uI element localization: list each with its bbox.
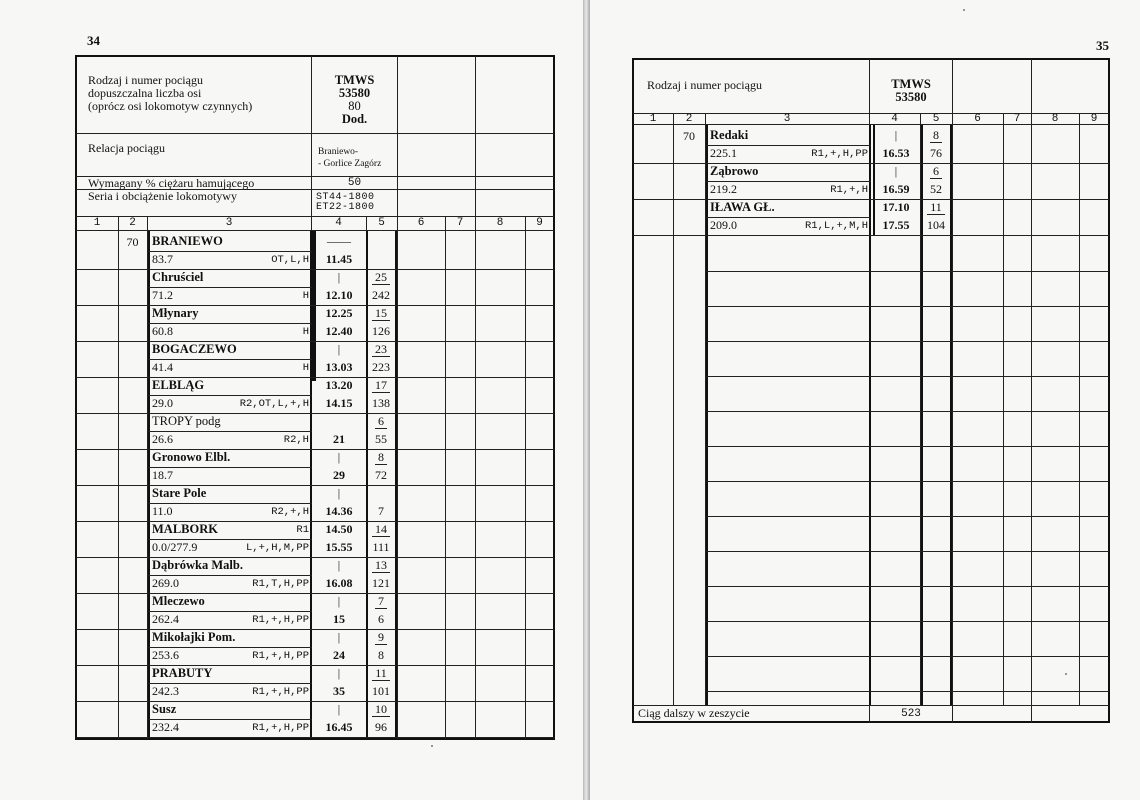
departure-time: 21: [333, 432, 345, 446]
row-midline: [148, 503, 312, 504]
cumulative-time: 126: [372, 324, 390, 338]
column-number: 6: [974, 113, 981, 125]
column-number: 3: [783, 113, 791, 125]
station-km: 209.0: [710, 218, 737, 232]
station-km: 83.7: [152, 252, 173, 266]
cumulative-time: 96: [375, 720, 387, 734]
column-number: 7: [1013, 113, 1021, 125]
cumulative-time: 223: [372, 360, 390, 374]
pass-through-mark: |: [337, 342, 341, 356]
column-number: 5: [932, 113, 940, 125]
station-km: 225.1: [710, 146, 737, 160]
cumulative-time: 242: [372, 288, 390, 302]
station-name: BOGACZEWO: [152, 342, 237, 356]
column-number: 9: [536, 217, 543, 229]
running-time: [366, 522, 396, 537]
empty-row-line: [706, 446, 1109, 447]
station-km: 269.0: [152, 576, 179, 590]
running-time-value: 25: [372, 270, 390, 285]
empty-row-line: [706, 656, 1109, 657]
cumulative-time: 101: [372, 684, 390, 698]
pass-through-mark: |: [894, 128, 898, 142]
cumulative-time: 76: [930, 146, 942, 160]
station-codes: R2,H: [283, 434, 309, 446]
column-number: 3: [225, 217, 233, 229]
speed-limit: 70: [126, 235, 139, 249]
running-time-value: 7: [375, 594, 387, 609]
empty-row-line: [706, 586, 1109, 587]
running-time-value: 6: [375, 414, 387, 429]
departure-time: 35: [333, 684, 345, 698]
station-codes: R2,+,H: [271, 506, 309, 518]
arrival-time: 17.10: [882, 200, 910, 214]
pass-through-mark: |: [337, 702, 341, 716]
train-identity: TMWS 53580: [891, 77, 931, 104]
scan-speck: [1065, 673, 1067, 675]
cumulative-time: 52: [930, 182, 942, 196]
running-time-value: 17: [372, 378, 390, 393]
departure-time: 11.45: [325, 252, 353, 266]
station-name: ELBLĄG: [152, 378, 205, 392]
running-time: [366, 270, 396, 285]
column-number: 8: [1051, 113, 1059, 125]
station-name: Redaki: [710, 128, 749, 142]
station-name: Mleczewo: [152, 594, 205, 608]
station-codes: R1,T,H,PP: [252, 578, 309, 590]
running-time: [366, 702, 396, 717]
empty-row-line: [706, 271, 1109, 272]
row-separator: [633, 235, 1109, 236]
station-codes: R1,+,H: [830, 184, 868, 196]
empty-row-line: [706, 341, 1109, 342]
pass-through-mark: |: [337, 450, 341, 464]
departure-time: 16.08: [325, 576, 353, 590]
station-km: 60.8: [152, 324, 173, 338]
cumulative-time: 121: [372, 576, 390, 590]
station-name: Młynary: [152, 306, 199, 320]
station-name: BRANIEWO: [152, 234, 223, 248]
scan-speck: [431, 745, 433, 747]
running-time-value: 8: [930, 128, 942, 143]
station-codes: R1,L,+,M,H: [804, 220, 868, 232]
departure-time: 29: [333, 468, 345, 482]
running-time-value: 8: [375, 450, 387, 465]
running-time-value: 23: [372, 342, 390, 357]
running-time: [921, 200, 951, 215]
station-km: 242.3: [152, 684, 179, 698]
station-km: 11.0: [152, 504, 173, 518]
station-name: Stare Pole: [152, 486, 207, 500]
pass-through-mark: |: [337, 486, 341, 500]
departure-time: 14.15: [325, 396, 353, 410]
station-codes: R1,+,H,PP: [252, 614, 309, 626]
running-time: [921, 164, 951, 179]
running-time: [366, 630, 396, 645]
empty-row-line: [706, 411, 1109, 412]
station-km: 41.4: [152, 360, 173, 374]
speed-limit: 70: [683, 129, 695, 143]
cumulative-time: 138: [372, 396, 390, 410]
pass-through-mark: |: [337, 558, 341, 572]
page-number: 34: [87, 33, 100, 48]
departure-time: 15: [333, 612, 345, 626]
station-codes: H: [302, 362, 309, 374]
arrival-time: 14.50: [325, 522, 353, 536]
departure-time: 12.40: [325, 324, 353, 338]
station-name: Gronowo Elbl.: [152, 450, 231, 464]
departure-time: 15.55: [325, 540, 353, 554]
station-name: Ząbrowo: [710, 164, 759, 178]
station-codes: R1,+,H,PP: [252, 722, 309, 734]
column-number: 5: [378, 217, 385, 229]
running-time-value: 9: [375, 630, 387, 645]
empty-row-line: [706, 621, 1109, 622]
pass-through-mark: |: [337, 594, 341, 608]
running-time: [366, 666, 396, 681]
station-name: IŁAWA GŁ.: [710, 200, 775, 214]
column-number: 6: [417, 217, 425, 229]
running-time-value: 15: [372, 306, 390, 321]
continuation-label: Ciąg dalszy w zeszycie: [638, 706, 750, 720]
station-km: 29.0: [152, 396, 173, 410]
running-time-value: 11: [927, 200, 945, 215]
train-kind-label: Rodzaj i numer pociągu: [647, 78, 762, 92]
departure-time: 12.10: [325, 288, 353, 302]
departure-time: 24: [333, 648, 345, 662]
empty-row-line: [706, 691, 1109, 692]
column-number: 7: [456, 217, 464, 229]
departure-time: 17.55: [882, 218, 910, 232]
train-identity: TMWS 53580 80 Dod.: [334, 73, 375, 126]
page-number: 35: [1096, 38, 1109, 53]
station-km: 0.0/277.9: [152, 540, 198, 554]
cumulative-time: 104: [927, 218, 945, 232]
running-time-value: 11: [372, 666, 390, 681]
station-name: Chruściel: [152, 270, 204, 284]
station-codes: H: [302, 326, 309, 338]
station-name: Mikołajki Pom.: [152, 630, 236, 644]
station-km: 253.6: [152, 648, 179, 662]
station-codes: H: [302, 290, 309, 302]
station-codes: L,+,H,M,PP: [245, 542, 309, 554]
departure-time: 16.53: [882, 146, 910, 160]
station-name: MALBORK: [152, 522, 218, 536]
row-separator: [76, 737, 554, 738]
arrival-time: 12.25: [325, 306, 353, 320]
column-number: 9: [1090, 113, 1098, 125]
pass-through-mark: |: [894, 164, 898, 178]
running-time: [366, 306, 396, 321]
station-km: 232.4: [152, 720, 179, 734]
station-codes: R1,+,H,PP: [811, 148, 868, 160]
station-name: Dąbrówka Malb.: [152, 558, 243, 572]
braking-value: 50: [347, 177, 362, 189]
empty-row-line: [706, 551, 1109, 552]
station-name: PRABUTY: [152, 666, 213, 680]
station-codes: R1,+,H,PP: [252, 686, 309, 698]
station-name: Susz: [152, 702, 177, 716]
cumulative-time: 7: [378, 504, 384, 518]
running-time: [366, 558, 396, 573]
column-number: 2: [685, 113, 693, 125]
station-codes: R1,+,H,PP: [252, 650, 309, 662]
departure-time: 14.36: [325, 504, 353, 518]
column-number: 4: [891, 113, 898, 125]
column-number: 1: [649, 113, 657, 125]
running-time: [366, 342, 396, 357]
station-km: 219.2: [710, 182, 737, 196]
braking-label: Wymagany % ciężaru hamującego: [88, 176, 255, 190]
timetable-page-right: [590, 0, 1140, 800]
cumulative-time: 55: [375, 432, 387, 446]
cumulative-time: 6: [378, 612, 384, 626]
cumulative-time: 72: [375, 468, 387, 482]
station-codes-top: R1: [296, 524, 309, 536]
running-time: [366, 594, 396, 609]
running-time-value: 14: [372, 522, 390, 537]
empty-row-line: [706, 376, 1109, 377]
running-time-value: 6: [930, 164, 942, 179]
station-km: 71.2: [152, 288, 173, 302]
pass-through-mark: |: [337, 666, 341, 680]
empty-row-line: [706, 306, 1109, 307]
station-km: 262.4: [152, 612, 179, 626]
loco-value: ST44-1800 ET22-1800: [316, 192, 375, 213]
column-number: 1: [93, 217, 101, 229]
train-kind-label: Rodzaj i numer pociągu dopuszczalna liczba osi (oprócz osi lokomotyw czynnych): [88, 73, 253, 113]
running-time: [366, 414, 396, 429]
relation-label: Relacja pociągu: [88, 141, 165, 155]
loco-label: Seria i obciążenie lokomotywy: [88, 189, 237, 203]
cumulative-time: 8: [378, 648, 384, 662]
station-codes: OT,L,H: [271, 254, 309, 266]
station-km: 18.7: [152, 468, 173, 482]
departure-time: 13.03: [325, 360, 353, 374]
station-codes: R2,OT,L,+,H: [239, 398, 309, 410]
arrival-time: 13.20: [325, 378, 353, 392]
station-km: 26.6: [152, 432, 173, 446]
start-mark: ——: [327, 234, 351, 248]
pass-through-mark: |: [337, 270, 341, 284]
row-separator: [76, 413, 554, 414]
column-number: 2: [129, 217, 136, 229]
station-name: TROPY podg: [152, 414, 221, 428]
running-time-value: 10: [372, 702, 390, 717]
continuation-value: 523: [901, 708, 921, 720]
running-time: [366, 378, 396, 393]
book-gutter: [583, 0, 590, 800]
pass-through-mark: |: [337, 630, 341, 644]
departure-time: 16.45: [325, 720, 353, 734]
column-number: 8: [496, 217, 504, 229]
cumulative-time: 111: [372, 540, 390, 554]
relation-value: Braniewo- - Gorlice Zagórz: [318, 147, 382, 169]
running-time-value: 13: [372, 558, 390, 573]
running-time: [921, 128, 951, 143]
empty-row-line: [706, 481, 1109, 482]
scan-speck: [963, 9, 965, 11]
empty-row-line: [706, 516, 1109, 517]
running-time: [366, 450, 396, 465]
column-number: 4: [335, 217, 342, 229]
departure-time: 16.59: [882, 182, 910, 196]
